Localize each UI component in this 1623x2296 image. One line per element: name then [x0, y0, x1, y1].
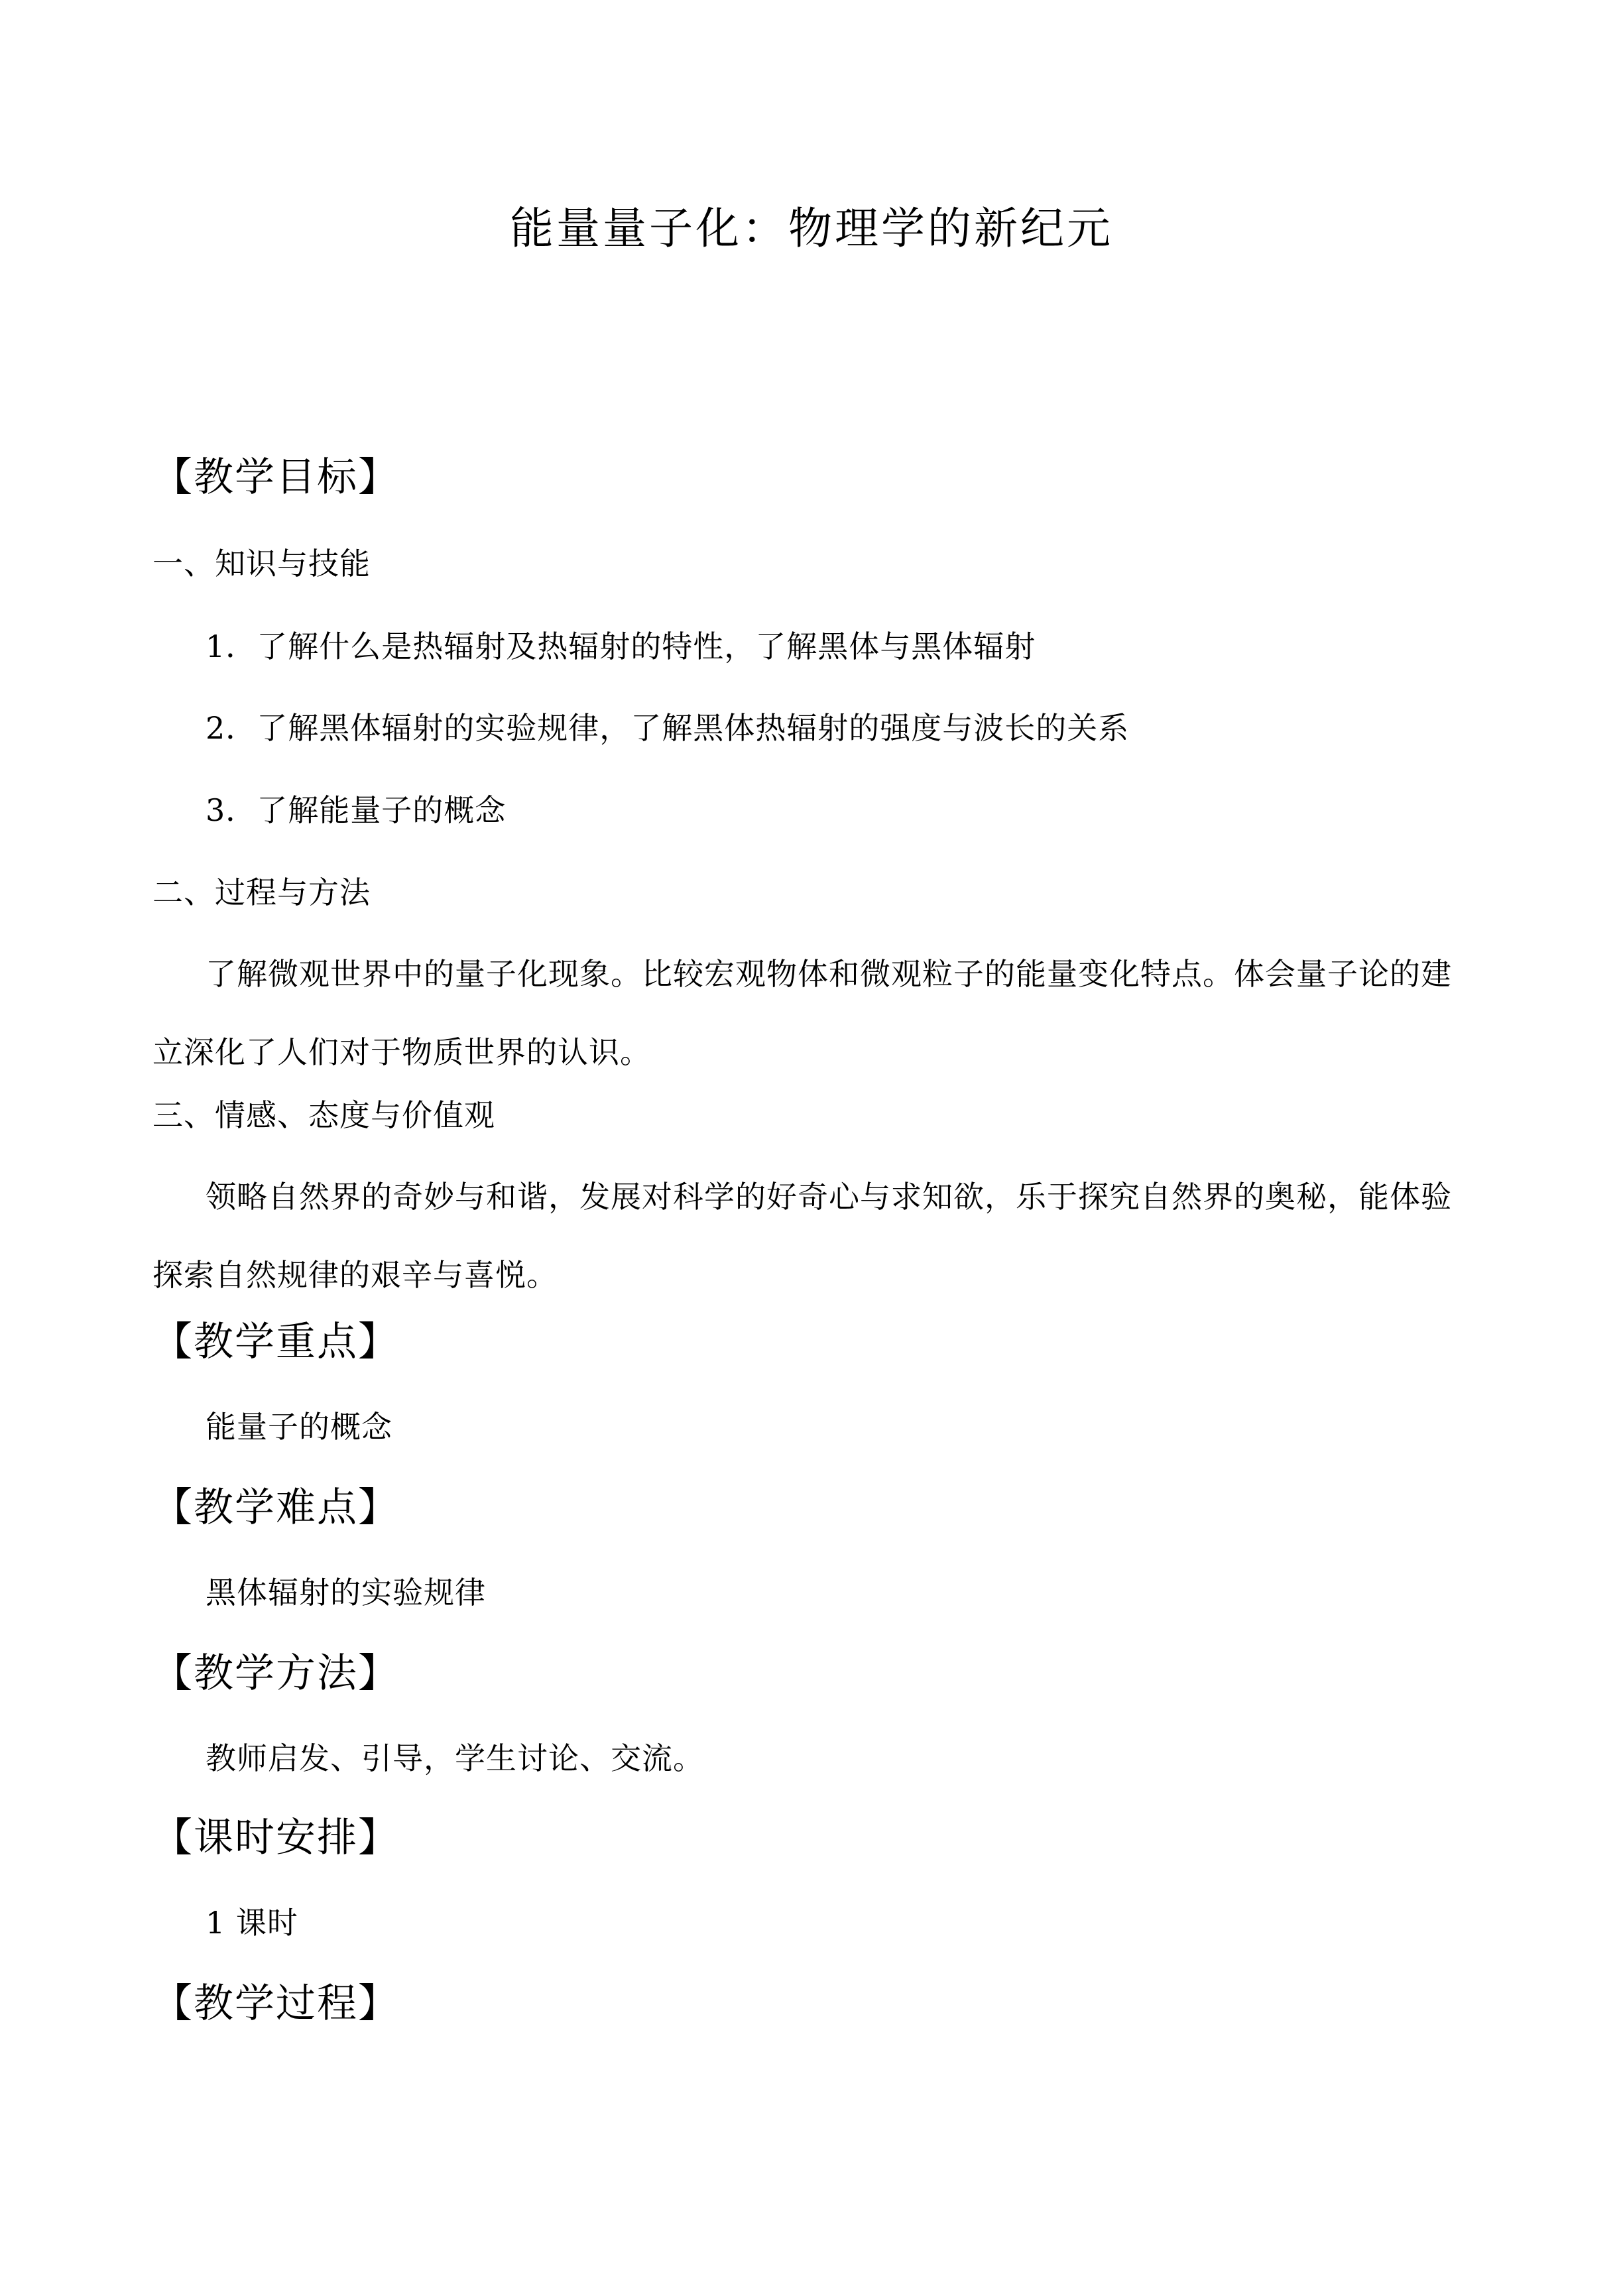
key-points-text: 能量子的概念	[206, 1409, 392, 1445]
knowledge-item-1: 1．了解什么是热辐射及热辐射的特性，了解黑体与黑体辐射	[206, 629, 1036, 664]
knowledge-item-3: 3．了解能量子的概念	[206, 792, 507, 828]
knowledge-skills-heading: 一、知识与技能	[152, 546, 371, 581]
knowledge-item-2: 2．了解黑体辐射的实验规律，了解黑体热辐射的强度与波长的关系	[206, 710, 1130, 746]
process-method-heading: 二、过程与方法	[152, 875, 371, 910]
emotion-values-heading: 三、情感、态度与价值观	[152, 1097, 495, 1133]
methods-heading: 【教学方法】	[152, 1650, 399, 1697]
document-title: 能量量子化：物理学的新纪元	[510, 203, 1113, 254]
objectives-heading: 【教学目标】	[152, 454, 399, 501]
difficulties-text: 黑体辐射的实验规律	[206, 1575, 486, 1610]
schedule-text: 1 课时	[206, 1905, 298, 1941]
teaching-process-heading: 【教学过程】	[152, 1980, 399, 2027]
schedule-heading: 【课时安排】	[152, 1815, 399, 1861]
key-points-heading: 【教学重点】	[152, 1319, 399, 1365]
emotion-values-text: 领略自然界的奇妙与和谐，发展对科学的好奇心与求知欲，乐于探究自然界的奥秘，能体验探索自然规律的艰辛与喜悦。	[152, 1179, 1452, 1293]
methods-text: 教师启发、引导，学生讨论、交流。	[206, 1740, 704, 1776]
process-method-text: 了解微观世界中的量子化现象。比较宏观物体和微观粒子的能量变化特点。体会量子论的建立深化了人们对于物质世界的认识。	[152, 956, 1452, 1070]
difficulties-heading: 【教学难点】	[152, 1484, 399, 1531]
